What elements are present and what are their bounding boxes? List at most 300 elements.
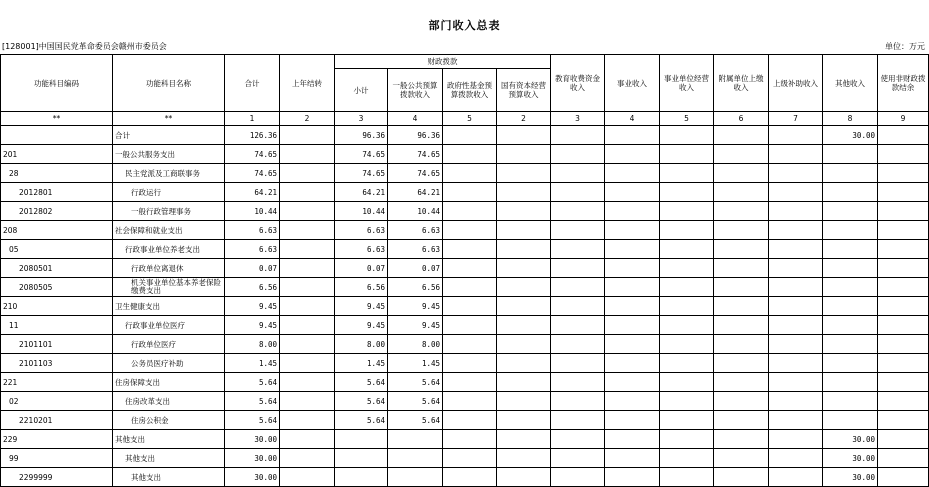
subtotal-cell: 6.63 [335,221,388,240]
carryover-cell [280,373,335,392]
total-cell: 8.00 [225,335,280,354]
subordinate-cell [714,259,769,278]
index-row [1,112,929,126]
income-summary-table [0,54,929,487]
gov-fund-cell [443,411,497,430]
carryover-cell [280,468,335,487]
edu-fee-cell [551,316,605,335]
code-cell: 2012802 [1,202,113,221]
state-capital-cell [497,468,551,487]
superior-subsidy-cell [769,392,823,411]
code-cell: 11 [1,316,113,335]
name-cell: 合计 [113,126,225,145]
header-fiscal-group: 财政拨款 [335,55,551,69]
carryover-cell [280,297,335,316]
name-cell: 民主党派及工商联事务 [113,164,225,183]
non-fiscal-balance-cell [878,183,929,202]
operating-cell [660,335,714,354]
operating-cell [660,354,714,373]
carryover-cell [280,335,335,354]
other-cell [823,183,878,202]
table-row [1,392,929,411]
superior-subsidy-cell [769,430,823,449]
table-row [1,183,929,202]
operating-cell [660,259,714,278]
name-cell: 行政事业单位养老支出 [113,240,225,259]
superior-subsidy-cell [769,316,823,335]
subordinate-cell [714,316,769,335]
code-cell: 99 [1,449,113,468]
operating-cell [660,164,714,183]
header-superior-subsidy: 上级补助收入 [769,55,823,112]
other-cell [823,335,878,354]
code-cell: 221 [1,373,113,392]
subtotal-cell: 10.44 [335,202,388,221]
total-cell: 74.65 [225,164,280,183]
index-cell: 4 [388,112,443,126]
business-cell [605,392,660,411]
total-cell: 9.45 [225,297,280,316]
other-cell: 30.00 [823,468,878,487]
carryover-cell [280,183,335,202]
other-cell [823,354,878,373]
edu-fee-cell [551,183,605,202]
carryover-cell [280,164,335,183]
code-cell [1,126,113,145]
gov-fund-cell [443,354,497,373]
business-cell [605,316,660,335]
table-row [1,468,929,487]
subtotal-cell: 8.00 [335,335,388,354]
gov-fund-cell [443,316,497,335]
other-cell [823,164,878,183]
table-row [1,430,929,449]
business-cell [605,430,660,449]
total-cell: 74.65 [225,145,280,164]
gov-fund-cell [443,278,497,297]
business-cell [605,145,660,164]
header-non-fiscal-balance: 使用非财政拨款结余 [878,55,929,112]
business-cell [605,449,660,468]
general-budget-cell [388,430,443,449]
other-cell [823,297,878,316]
index-cell: 7 [769,112,823,126]
non-fiscal-balance-cell [878,430,929,449]
code-cell: 2210201 [1,411,113,430]
gov-fund-cell [443,202,497,221]
general-budget-cell: 5.64 [388,392,443,411]
total-cell: 5.64 [225,411,280,430]
edu-fee-cell [551,221,605,240]
state-capital-cell [497,240,551,259]
gov-fund-cell [443,392,497,411]
table-row [1,411,929,430]
edu-fee-cell [551,126,605,145]
gov-fund-cell [443,145,497,164]
subtotal-cell: 6.63 [335,240,388,259]
table-row [1,449,929,468]
non-fiscal-balance-cell [878,202,929,221]
general-budget-cell: 1.45 [388,354,443,373]
gov-fund-cell [443,297,497,316]
operating-cell [660,202,714,221]
superior-subsidy-cell [769,449,823,468]
subtotal-cell: 0.07 [335,259,388,278]
name-cell: 行政单位离退休 [113,259,225,278]
table-row [1,126,929,145]
business-cell [605,278,660,297]
code-cell: 28 [1,164,113,183]
other-cell [823,240,878,259]
table-row [1,240,929,259]
edu-fee-cell [551,202,605,221]
carryover-cell [280,202,335,221]
general-budget-cell: 0.07 [388,259,443,278]
general-budget-cell: 9.45 [388,297,443,316]
edu-fee-cell [551,297,605,316]
code-cell: 208 [1,221,113,240]
edu-fee-cell [551,259,605,278]
general-budget-cell: 64.21 [388,183,443,202]
name-cell: 其他支出 [113,468,225,487]
non-fiscal-balance-cell [878,373,929,392]
index-cell: 1 [225,112,280,126]
name-cell: 住房改革支出 [113,392,225,411]
code-cell: 2012801 [1,183,113,202]
total-cell: 5.64 [225,373,280,392]
non-fiscal-balance-cell [878,411,929,430]
business-cell [605,126,660,145]
other-cell [823,316,878,335]
code-cell: 2080501 [1,259,113,278]
code-cell: 210 [1,297,113,316]
name-cell: 其他支出 [113,449,225,468]
index-cell: 6 [714,112,769,126]
operating-cell [660,430,714,449]
subtotal-cell: 9.45 [335,297,388,316]
table-row [1,297,929,316]
header-subordinate: 附属单位上缴收入 [714,55,769,112]
edu-fee-cell [551,145,605,164]
table-row [1,278,929,297]
other-cell [823,202,878,221]
gov-fund-cell [443,126,497,145]
name-cell: 其他支出 [113,430,225,449]
subordinate-cell [714,335,769,354]
operating-cell [660,316,714,335]
operating-cell [660,145,714,164]
state-capital-cell [497,354,551,373]
header-carryover: 上年结转 [280,55,335,112]
name-cell: 住房公积金 [113,411,225,430]
subordinate-cell [714,164,769,183]
state-capital-cell [497,430,551,449]
name-cell: 社会保障和就业支出 [113,221,225,240]
business-cell [605,240,660,259]
carryover-cell [280,392,335,411]
table-row [1,164,929,183]
table-row [1,335,929,354]
index-cell: 4 [605,112,660,126]
non-fiscal-balance-cell [878,468,929,487]
other-cell [823,145,878,164]
code-cell: 2299999 [1,468,113,487]
total-cell: 30.00 [225,449,280,468]
subtotal-cell: 5.64 [335,373,388,392]
subtotal-cell: 9.45 [335,316,388,335]
header-operating: 事业单位经营收入 [660,55,714,112]
edu-fee-cell [551,164,605,183]
non-fiscal-balance-cell [878,240,929,259]
superior-subsidy-cell [769,202,823,221]
superior-subsidy-cell [769,411,823,430]
subordinate-cell [714,221,769,240]
superior-subsidy-cell [769,259,823,278]
general-budget-cell: 9.45 [388,316,443,335]
index-cell: ** [113,112,225,126]
general-budget-cell: 6.56 [388,278,443,297]
business-cell [605,354,660,373]
subordinate-cell [714,392,769,411]
subtotal-cell: 1.45 [335,354,388,373]
code-cell: 2101101 [1,335,113,354]
subtotal-cell [335,468,388,487]
code-cell: 02 [1,392,113,411]
other-cell: 30.00 [823,430,878,449]
total-cell: 0.07 [225,259,280,278]
subordinate-cell [714,183,769,202]
header-edu-fee: 教育收费资金收入 [551,55,605,112]
subtotal-cell: 64.21 [335,183,388,202]
gov-fund-cell [443,449,497,468]
name-cell: 行政单位医疗 [113,335,225,354]
operating-cell [660,411,714,430]
name-cell: 行政事业单位医疗 [113,316,225,335]
index-cell: 9 [878,112,929,126]
superior-subsidy-cell [769,354,823,373]
general-budget-cell [388,449,443,468]
state-capital-cell [497,126,551,145]
other-cell [823,411,878,430]
total-cell: 64.21 [225,183,280,202]
subordinate-cell [714,354,769,373]
gov-fund-cell [443,335,497,354]
total-cell: 9.45 [225,316,280,335]
total-cell: 6.63 [225,240,280,259]
general-budget-cell: 10.44 [388,202,443,221]
business-cell [605,202,660,221]
subordinate-cell [714,297,769,316]
total-cell: 5.64 [225,392,280,411]
other-cell [823,278,878,297]
business-cell [605,259,660,278]
total-cell: 1.45 [225,354,280,373]
operating-cell [660,240,714,259]
header-general-budget: 一般公共预算拨款收入 [388,69,443,112]
superior-subsidy-cell [769,183,823,202]
subtotal-cell: 74.65 [335,145,388,164]
carryover-cell [280,411,335,430]
gov-fund-cell [443,221,497,240]
state-capital-cell [497,297,551,316]
superior-subsidy-cell [769,278,823,297]
organization-label: [128001]中国国民党革命委员会赣州市委员会 [2,42,167,51]
superior-subsidy-cell [769,126,823,145]
other-cell: 30.00 [823,126,878,145]
operating-cell [660,468,714,487]
name-cell: 机关事业单位基本养老保险缴费支出 [113,278,225,297]
state-capital-cell [497,316,551,335]
carryover-cell [280,221,335,240]
carryover-cell [280,316,335,335]
operating-cell [660,126,714,145]
non-fiscal-balance-cell [878,278,929,297]
subtotal-cell [335,449,388,468]
name-cell: 一般公共服务支出 [113,145,225,164]
state-capital-cell [497,183,551,202]
code-cell: 2101103 [1,354,113,373]
operating-cell [660,183,714,202]
subordinate-cell [714,202,769,221]
subordinate-cell [714,411,769,430]
non-fiscal-balance-cell [878,392,929,411]
index-cell: 2 [280,112,335,126]
business-cell [605,183,660,202]
name-cell: 行政运行 [113,183,225,202]
state-capital-cell [497,221,551,240]
general-budget-cell: 96.36 [388,126,443,145]
subordinate-cell [714,240,769,259]
gov-fund-cell [443,373,497,392]
other-cell [823,373,878,392]
business-cell [605,468,660,487]
edu-fee-cell [551,240,605,259]
carryover-cell [280,449,335,468]
header-subtotal: 小计 [335,69,388,112]
total-cell: 30.00 [225,430,280,449]
general-budget-cell [388,468,443,487]
edu-fee-cell [551,430,605,449]
carryover-cell [280,259,335,278]
state-capital-cell [497,373,551,392]
state-capital-cell [497,278,551,297]
edu-fee-cell [551,335,605,354]
gov-fund-cell [443,259,497,278]
total-cell: 30.00 [225,468,280,487]
table-row [1,145,929,164]
business-cell [605,373,660,392]
superior-subsidy-cell [769,221,823,240]
edu-fee-cell [551,278,605,297]
state-capital-cell [497,449,551,468]
subordinate-cell [714,278,769,297]
general-budget-cell: 5.64 [388,373,443,392]
general-budget-cell: 6.63 [388,240,443,259]
other-cell [823,392,878,411]
index-cell: 3 [551,112,605,126]
general-budget-cell: 74.65 [388,145,443,164]
non-fiscal-balance-cell [878,297,929,316]
business-cell [605,164,660,183]
gov-fund-cell [443,164,497,183]
gov-fund-cell [443,468,497,487]
edu-fee-cell [551,373,605,392]
general-budget-cell: 8.00 [388,335,443,354]
non-fiscal-balance-cell [878,335,929,354]
header-other: 其他收入 [823,55,878,112]
non-fiscal-balance-cell [878,449,929,468]
subordinate-cell [714,145,769,164]
superior-subsidy-cell [769,468,823,487]
non-fiscal-balance-cell [878,354,929,373]
total-cell: 6.56 [225,278,280,297]
subtotal-cell: 5.64 [335,392,388,411]
operating-cell [660,392,714,411]
other-cell: 30.00 [823,449,878,468]
other-cell [823,221,878,240]
header-gov-fund: 政府性基金预算拨款收入 [443,69,497,112]
non-fiscal-balance-cell [878,259,929,278]
gov-fund-cell [443,183,497,202]
total-cell: 6.63 [225,221,280,240]
carryover-cell [280,354,335,373]
header-state-capital: 国有资本经营预算收入 [497,69,551,112]
table-row [1,354,929,373]
operating-cell [660,449,714,468]
carryover-cell [280,145,335,164]
index-cell: 5 [443,112,497,126]
non-fiscal-balance-cell [878,145,929,164]
name-cell: 住房保障支出 [113,373,225,392]
edu-fee-cell [551,392,605,411]
other-cell [823,259,878,278]
subordinate-cell [714,468,769,487]
header-total: 合计 [225,55,280,112]
state-capital-cell [497,392,551,411]
subordinate-cell [714,449,769,468]
state-capital-cell [497,145,551,164]
general-budget-cell: 5.64 [388,411,443,430]
general-budget-cell: 6.63 [388,221,443,240]
operating-cell [660,221,714,240]
non-fiscal-balance-cell [878,126,929,145]
edu-fee-cell [551,449,605,468]
index-cell: 2 [497,112,551,126]
subordinate-cell [714,126,769,145]
page-title: 部门收入总表 [428,19,501,32]
state-capital-cell [497,259,551,278]
state-capital-cell [497,164,551,183]
superior-subsidy-cell [769,297,823,316]
subtotal-cell: 96.36 [335,126,388,145]
table-row [1,259,929,278]
subtotal-cell: 74.65 [335,164,388,183]
gov-fund-cell [443,240,497,259]
edu-fee-cell [551,468,605,487]
subtotal-cell [335,430,388,449]
table-row [1,316,929,335]
subtotal-cell: 5.64 [335,411,388,430]
code-cell: 229 [1,430,113,449]
header-code: 功能科目编码 [1,55,113,112]
business-cell [605,297,660,316]
name-cell: 卫生健康支出 [113,297,225,316]
table-row [1,221,929,240]
carryover-cell [280,278,335,297]
unit-label: 单位：万元 [885,42,925,51]
index-cell: 8 [823,112,878,126]
name-cell: 公务员医疗补助 [113,354,225,373]
